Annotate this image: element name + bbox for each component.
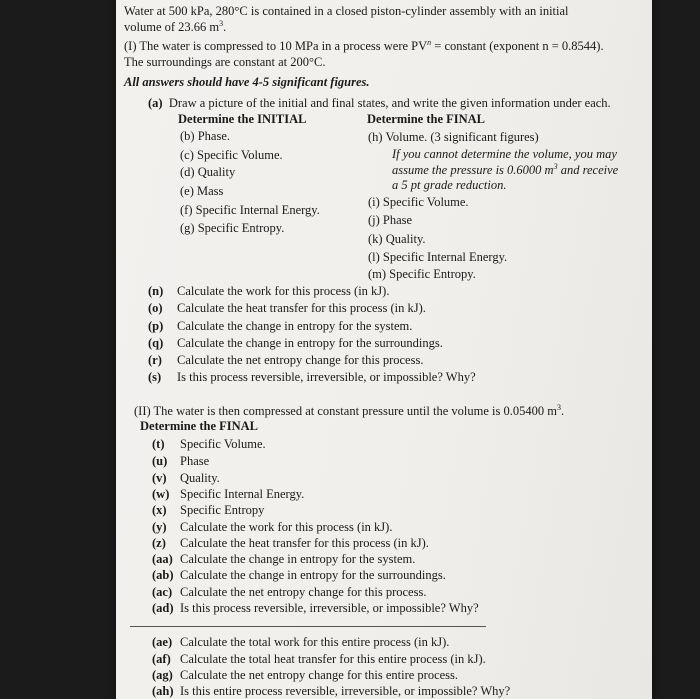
question-item: (p) Calculate the change in entropy for the system.	[148, 319, 413, 333]
question-item: (ah) Is this entire process reversible, irreversible, or impossible? Why?	[152, 684, 511, 698]
initial-heading: Determine the INITIAL	[178, 112, 307, 126]
part-1-statement: (I) The water is compressed to 10 MPa in a process were $PV^n$ = constant (exponent n = 0.8544).	[124, 37, 604, 53]
initial-item: (c) Specific Volume.	[180, 148, 283, 162]
question-item: (q) Calculate the change in entropy for the surroundings.	[148, 336, 443, 350]
question-item: (o) Calculate the heat transfer for this process (in kJ).	[148, 301, 426, 315]
question-item: (y) Calculate the work for this process (in kJ).	[152, 520, 393, 534]
initial-item: (b) Phase.	[180, 129, 230, 143]
part-2-statement: (II) The water is then compressed at constant pressure until the volume is 0.05400 $m^3$.	[134, 402, 565, 418]
initial-item: (g) Specific Entropy.	[180, 221, 285, 235]
final-item: (l) Specific Internal Energy.	[368, 250, 508, 264]
question-item: (n) Calculate the work for this process (in kJ).	[148, 284, 390, 298]
initial-item: (f) Specific Internal Energy.	[180, 203, 320, 217]
final-item: (i) Specific Volume.	[368, 195, 469, 209]
question-item: (z) Calculate the heat transfer for this process (in kJ).	[152, 536, 429, 550]
question-item: (ae) Calculate the total work for this entire process (in kJ).	[152, 635, 450, 649]
intro-line-1: Water at 500 kPa, 280°C is contained in a closed piston-cylinder assembly with an initial	[124, 4, 569, 18]
question-item: (u) Phase	[152, 454, 210, 468]
volume-note: a 5 pt grade reduction.	[392, 178, 507, 192]
question-item: (af) Calculate the total heat transfer for this entire process (in kJ).	[152, 652, 486, 666]
question-item: (v) Quality.	[152, 471, 220, 485]
initial-item: (e) Mass	[180, 184, 224, 198]
volume-note: assume the pressure is 0.6000 $m^3$ and receive	[392, 161, 619, 177]
question-item: (ag) Calculate the net entropy change for this entire process.	[152, 668, 459, 682]
final-item-h: (h) Volume. (3 significant figures)	[368, 130, 539, 144]
part-2-heading: Determine the FINAL	[140, 419, 259, 433]
initial-item: (d) Quality	[180, 165, 236, 179]
question-a: (a) Draw a picture of the initial and final states, and write the given information under each.	[148, 96, 611, 110]
question-item: (aa) Calculate the change in entropy for the system.	[152, 552, 416, 566]
question-item: (w) Specific Internal Energy.	[152, 487, 305, 501]
question-item: (ac) Calculate the net entropy change for this process.	[152, 585, 427, 599]
question-item: (ab) Calculate the change in entropy for the surroundings.	[152, 568, 446, 582]
question-item: (x) Specific Entropy	[152, 503, 265, 517]
final-item: (m) Specific Entropy.	[368, 267, 476, 281]
question-item: (r) Calculate the net entropy change for this process.	[148, 353, 424, 367]
intro-line-2: volume of 23.66 $m^3$.	[124, 18, 227, 34]
volume-note: If you cannot determine the volume, you may	[392, 147, 617, 161]
question-item: (s) Is this process reversible, irreversible, or impossible? Why?	[148, 370, 476, 384]
final-heading: Determine the FINAL	[367, 112, 486, 126]
final-item: (j) Phase	[368, 213, 413, 227]
question-item: (t) Specific Volume.	[152, 437, 266, 451]
sig-fig-instruction: All answers should have 4-5 significant figures.	[124, 75, 370, 89]
section-divider	[130, 626, 486, 627]
part-1-surroundings: The surroundings are constant at 200°C.	[124, 55, 326, 69]
final-item: (k) Quality.	[368, 232, 426, 246]
question-item: (ad) Is this process reversible, irreversible, or impossible? Why?	[152, 601, 479, 615]
